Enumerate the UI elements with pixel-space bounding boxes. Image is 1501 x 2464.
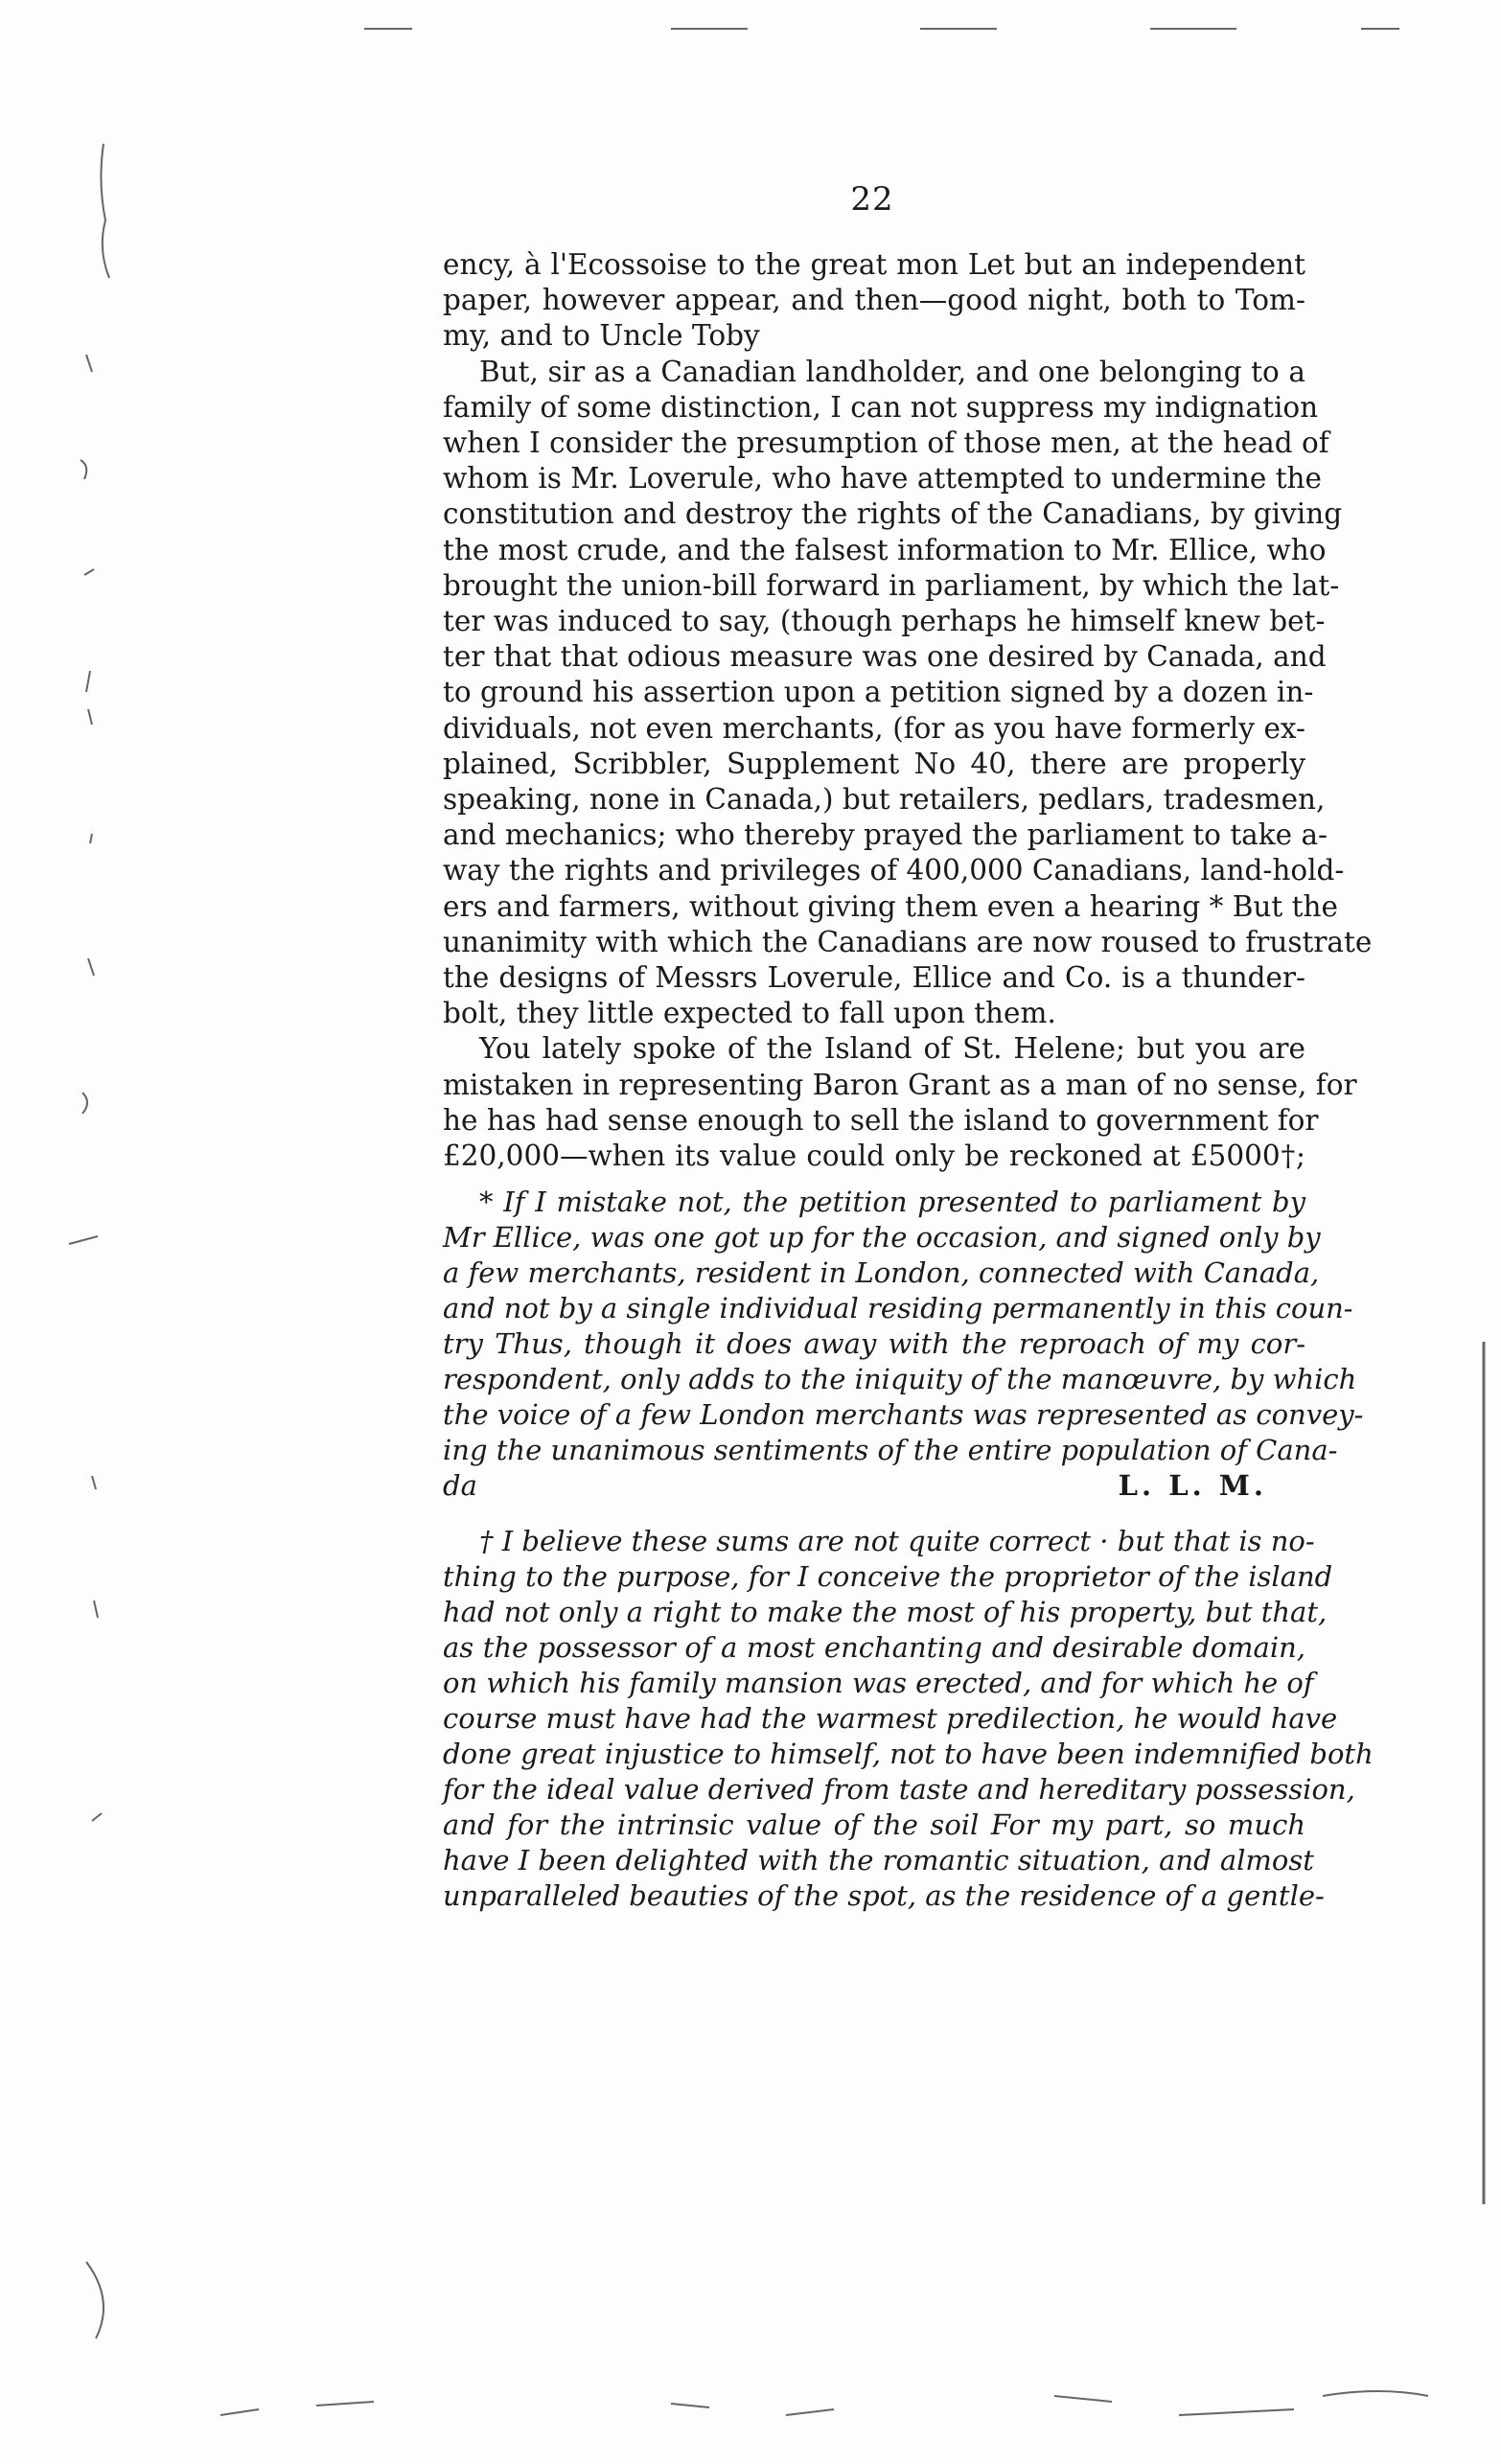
body-line: bolt, they little expected to fall upon them. [443,997,1056,1030]
footnote-signature: L. L. M. [1118,1469,1267,1502]
footnote-line: thing to the purpose, for I conceive the proprietor of the island [443,1560,1333,1593]
footnote-line: unparalleled beauties of the spot, as the residence of a gentle- [443,1879,1325,1912]
body-line: the designs of Messrs Loverule, Ellice and Co. is a thunder- [443,961,1305,995]
page-number: 22 [850,180,894,219]
body-line: ter that that odious measure was one desired by Canada, and [443,640,1327,674]
body-line: But, sir as a Canadian landholder, and one belonging to a [479,355,1305,388]
body-line: way the rights and privileges of 400,000 Canadians, land-hold- [443,854,1345,887]
body-line: he has had sense enough to sell the island to government for [443,1103,1319,1137]
body-line: dividuals, not even merchants, (for as you have formerly ex- [443,711,1305,745]
body-line: family of some distinction, I can not suppress my indignation [443,390,1319,424]
body-line: to ground his assertion upon a petition signed by a dozen in- [443,676,1314,709]
body-line: plained, Scribbler, Supplement No 40, there are properly [443,747,1305,780]
footnote-line: as the possessor of a most enchanting and desirable domain, [443,1631,1305,1664]
body-line: You lately spoke of the Island of St. Helene; but you are [479,1032,1305,1066]
footnote-line: on which his family mansion was erected, and for which he of [443,1667,1314,1699]
body-line: when I consider the presumption of those men, at the head of [443,426,1329,460]
footnote-asterisk [443,1185,1364,1504]
footnote-line: Mr Ellice, was one got up for the occasion, and signed only by [443,1221,1321,1254]
footnote-line: a few merchants, resident in London, connected with Canada, [443,1256,1320,1289]
body-line: ency, à l'Ecossoise to the great mon Let but an independent [443,248,1305,281]
body-line: the most crude, and the falsest information to Mr. Ellice, who [443,533,1327,566]
footnote-line: and for the intrinsic value of the soil For my part, so much [443,1808,1305,1841]
body-line: brought the union-bill forward in parliament, by which the lat- [443,568,1340,602]
footnote-line: try Thus, though it does away with the reproach of my cor- [443,1327,1305,1360]
footnote-dagger [443,1524,1374,1914]
body-line: paper, however appear, and then—good night, both to Tom- [443,284,1305,317]
footnote-line: done great injustice to himself, not to have been indemnified both [443,1738,1374,1770]
body-line: £20,000—when its value could only be reckoned at £5000†; [443,1140,1305,1173]
body-line: ter was induced to say, (though perhaps he himself knew bet- [443,605,1326,638]
body-text [443,247,1373,1174]
footnote-line: † I believe these sums are not quite correct · but that is no- [479,1525,1315,1557]
footnote-line: respondent, only adds to the iniquity of the manœuvre, by which [443,1363,1357,1395]
footnote-line: * If I mistake not, the petition presented to parliament by [479,1186,1305,1218]
footnote-signoff [443,1468,1305,1504]
body-line: my, and to Uncle Toby [443,319,760,353]
body-line: and mechanics; who thereby prayed the parliament to take a- [443,818,1328,852]
body-line: ers and farmers, without giving them even a hearing * But the [443,889,1338,923]
footnote-line: have I been delighted with the romantic situation, and almost [443,1844,1314,1877]
footnote-line: had not only a right to make the most of his property, but that, [443,1596,1328,1628]
body-line: unanimity with which the Canadians are now roused to frustrate [443,925,1373,958]
body-line: mistaken in representing Baron Grant as a man of no sense, for [443,1068,1357,1101]
footnote-line: and not by a single individual residing permanently in this coun- [443,1292,1353,1324]
body-line: speaking, none in Canada,) but retailers, pedlars, tradesmen, [443,783,1326,817]
footnote-line: for the ideal value derived from taste and hereditary possession, [443,1773,1355,1806]
body-line: constitution and destroy the rights of the Canadians, by giving [443,497,1343,531]
footnote-line: course must have had the warmest predilection, he would have [443,1702,1338,1735]
footnote-line: da [443,1469,477,1502]
body-line: whom is Mr. Loverule, who have attempted to undermine the [443,462,1323,495]
footnote-line: the voice of a few London merchants was represented as convey- [443,1398,1364,1431]
footnote-line: ing the unanimous sentiments of the entire population of Cana- [443,1434,1338,1466]
